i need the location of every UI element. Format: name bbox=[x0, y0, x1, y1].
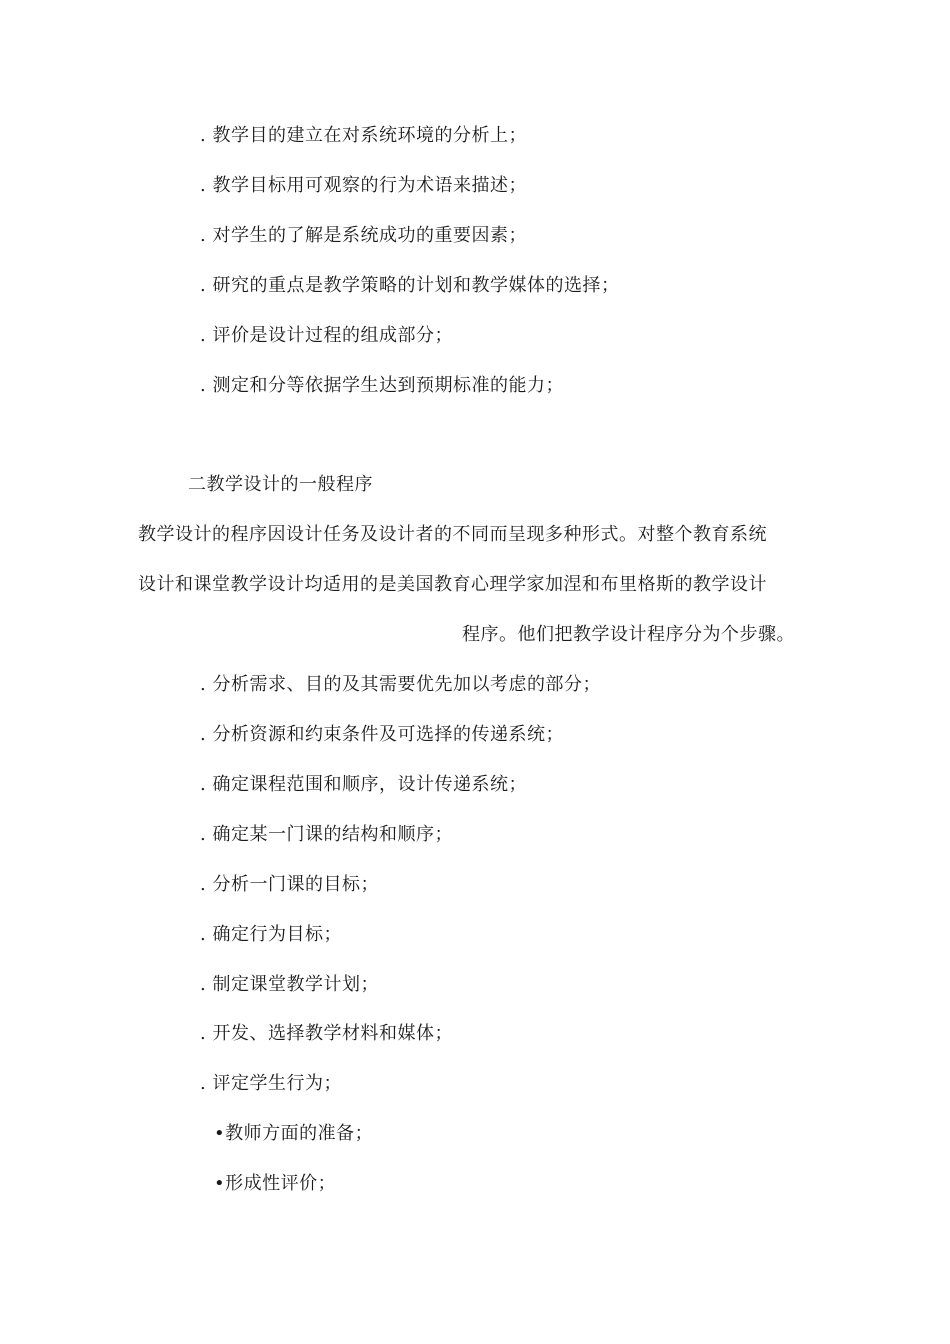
list-item: . 确定行为目标； bbox=[200, 924, 342, 945]
list-item: . 分析需求、目的及其需要优先加以考虑的部分； bbox=[200, 674, 601, 695]
list-item: . 确定课程范围和顺序，设计传递系统； bbox=[200, 774, 527, 795]
list-item: . 测定和分等依据学生达到预期标准的能力； bbox=[200, 375, 564, 396]
paragraph-line: 教学设计的程序因设计任务及设计者的不同而呈现多种形式。对整个教育系统 bbox=[138, 524, 767, 545]
paragraph-line: 设计和课堂教学设计均适用的是美国教育心理学家加涅和布里格斯的教学设计 bbox=[138, 574, 767, 595]
list-item: . 开发、选择教学材料和媒体； bbox=[200, 1023, 453, 1044]
list-item: . 确定某一门课的结构和顺序； bbox=[200, 824, 453, 845]
list-item: . 研究的重点是教学策略的计划和教学媒体的选择； bbox=[200, 275, 620, 296]
list-item: . 评价是设计过程的组成部分； bbox=[200, 325, 453, 346]
sub-list-item: •教师方面的准备； bbox=[214, 1123, 374, 1144]
list-item: . 教学目的建立在对系统环境的分析上； bbox=[200, 125, 527, 146]
list-item: . 评定学生行为； bbox=[200, 1073, 342, 1094]
list-item: . 分析资源和约束条件及可选择的传递系统； bbox=[200, 724, 564, 745]
list-item: . 教学目标用可观察的行为术语来描述； bbox=[200, 175, 527, 196]
section-heading: 二教学设计的一般程序 bbox=[188, 474, 373, 495]
list-item: . 分析一门课的目标； bbox=[200, 874, 379, 895]
list-item: . 对学生的了解是系统成功的重要因素； bbox=[200, 225, 527, 246]
list-item: . 制定课堂教学计划； bbox=[200, 974, 379, 995]
paragraph-line: 程序。他们把教学设计程序分为个步骤。 bbox=[462, 624, 795, 645]
sub-list-item: •形成性评价； bbox=[214, 1173, 337, 1194]
